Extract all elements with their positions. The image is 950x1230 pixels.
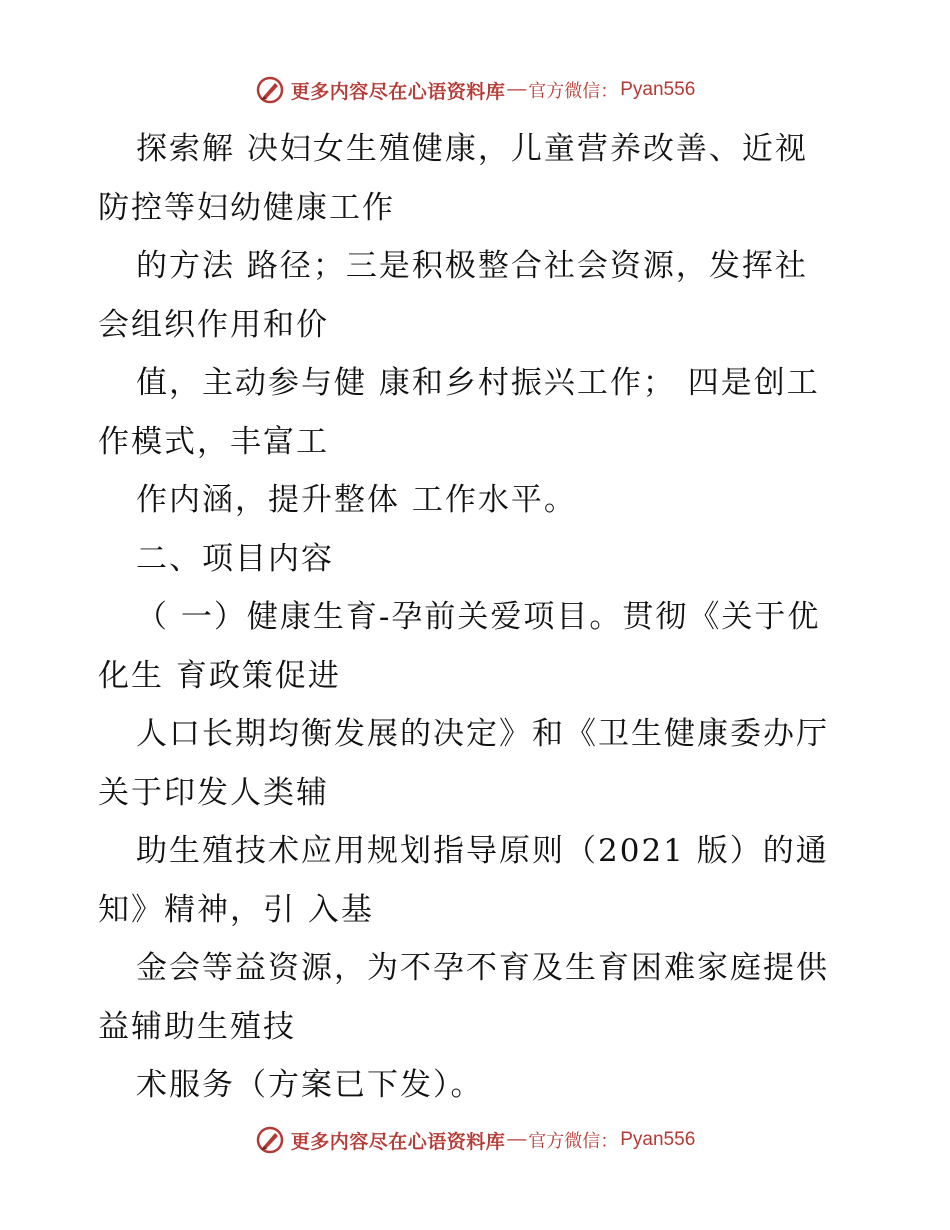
body-line: 值，主动参与健 康和乡村振兴工作； 四是创工 [136,365,820,401]
body-line: 益辅助生殖技 [98,1008,296,1045]
body-line: 探索解 决妇女生殖健康，儿童营养改善、近视 [136,131,808,167]
body-line: 会组织作用和价 [98,306,329,343]
banner-title: 更多内容尽在心语资料库 [290,80,506,103]
body-line: 防控等妇幼健康工作 [98,189,395,226]
body-line: 术服务（方案已下发）。 [136,1067,484,1103]
banner-title: 更多内容尽在心语资料库 [290,1130,506,1153]
body-line: 金会等益资源，为不孕不育及生育困难家庭提供 [136,950,829,986]
header-banner [0,70,950,110]
section-heading: 二、项目内容 [136,540,334,577]
banner-wechat-label: 官方微信： [528,1131,619,1152]
body-line: 作内涵，提升整体 工作水平。 [136,482,577,518]
body-line: 人口长期均衡发展的决定》和《卫生健康委办厅 [136,716,829,752]
body-line: （ 一）健康生育-孕前关爱项目。贯彻《关于优 [136,599,821,635]
banner-separator: — [507,1129,527,1150]
footer-banner [0,1120,950,1160]
document-body [98,120,858,1115]
banner-wechat-id: Pyan556 [620,1129,696,1150]
banner-wechat-label: 官方微信： [528,81,619,102]
body-line: 知》精神，引 入基 [98,891,374,928]
pen-logo-icon [255,75,285,105]
body-line: 化生 育政策促进 [98,657,341,694]
banner-separator: — [507,79,527,100]
body-line: 助生殖技术应用规划指导原则（2021 版）的通 [136,833,829,869]
body-line: 的方法 路径；三是积极整合社会资源，发挥社 [136,248,808,284]
pen-logo-icon [255,1125,285,1155]
body-line: 关于印发人类辅 [98,774,329,811]
body-line: 作模式，丰富工 [98,423,329,460]
banner-wechat-id: Pyan556 [620,79,696,100]
